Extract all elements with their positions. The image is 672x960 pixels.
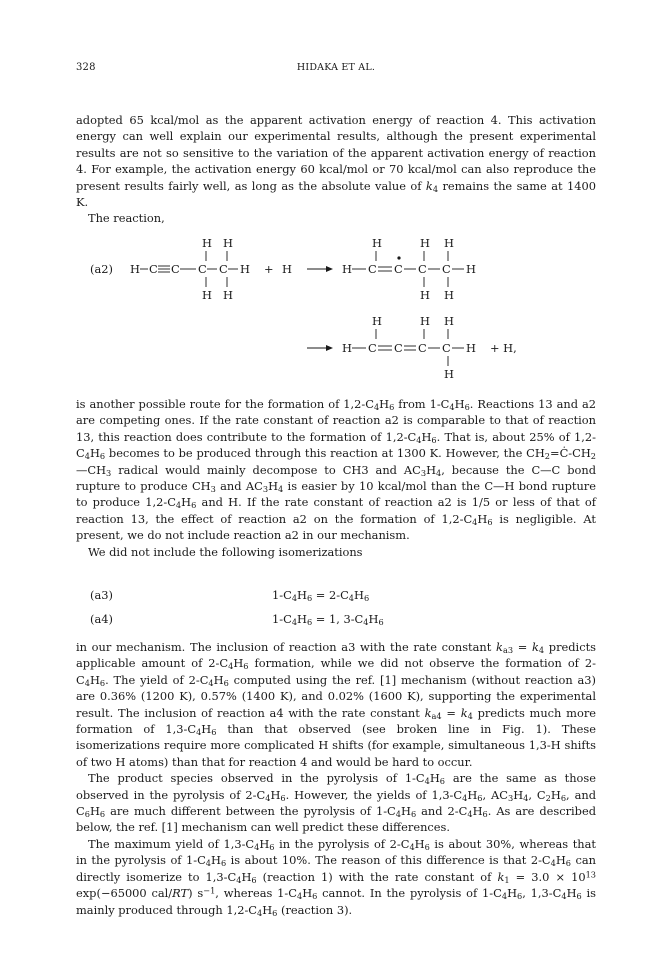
text-span: H: [429, 771, 440, 786]
subscript: 6: [99, 677, 106, 688]
text-span: . The yield of 2-C: [105, 672, 209, 687]
text-span: H: [467, 787, 478, 802]
subscript: 6: [410, 809, 417, 820]
text-span: [130, 236, 517, 381]
subscript: 4: [409, 841, 415, 852]
subscript: 4: [467, 809, 473, 820]
text-span: (reaction 3).: [277, 902, 353, 917]
text-span: H: [297, 612, 307, 626]
struct-h: H: [130, 262, 140, 276]
running-title: HIDAKA ET AL.: [296, 62, 376, 73]
subscript: 4: [363, 617, 369, 628]
subscript: 4: [236, 874, 242, 885]
subscript: 3: [420, 467, 427, 478]
text-span: is easier by 10 kcal/mol than the C—H bond rupture to produce 1,2-C: [76, 479, 596, 510]
subscript: 6: [576, 891, 582, 902]
text-span: H: [566, 886, 577, 901]
subscript: 6: [99, 809, 106, 820]
struct-plus: +: [264, 262, 274, 276]
subscript: 6: [220, 858, 227, 869]
text-span: radical would mainly decompose to CH3 and AC: [111, 462, 421, 477]
subscript: 4: [254, 841, 260, 852]
subscript: 6: [191, 500, 197, 511]
text-span: H: [550, 787, 561, 802]
subscript: 4: [424, 776, 430, 787]
text-span: = 1, 3-C: [312, 612, 364, 626]
text-span: H: [241, 869, 252, 884]
struct-h: H: [466, 262, 476, 276]
subscript: 6: [243, 661, 249, 672]
struct-h: H: [444, 288, 454, 302]
subscript: 6: [487, 516, 493, 527]
struct-h: H: [202, 236, 212, 250]
struct-c: C: [198, 262, 207, 276]
struct-h: H: [223, 288, 233, 302]
subscript: 4: [467, 710, 473, 721]
subscript: 1: [504, 874, 510, 885]
subscript: 6: [389, 402, 395, 413]
text-span: H: [421, 429, 432, 444]
subscript: 4: [84, 677, 90, 688]
text-span: H: [89, 672, 100, 687]
text-span: and 2-C: [416, 804, 468, 819]
struct-h: H: [240, 262, 250, 276]
struct-h: H: [223, 236, 233, 250]
subscript: 6: [439, 776, 446, 787]
text-span: H: [259, 836, 270, 851]
text-span: . Reactions 13 and a2 are competing ones. If the rate constant of reaction a2 is comparable to that of reaction 13, this reaction does contribute to the formation of 1,2-C: [76, 397, 596, 444]
text-span: is about 30%, whereas that in the pyrolysis of 1-C: [76, 836, 596, 868]
text-span: is about 10%. The reason of this difference is that 2-C: [226, 853, 551, 868]
struct-c: C: [368, 262, 377, 276]
text-span: H: [472, 804, 483, 819]
text-span: predicts applicable amount of 2-C: [76, 640, 597, 671]
struct-h: H: [282, 262, 292, 276]
subscript: 4: [175, 500, 182, 511]
text-span: . That is, about 25% of 1,2-C: [76, 429, 596, 461]
subscript: 6: [84, 809, 90, 820]
subscript: 6: [306, 593, 313, 604]
text-span: formation, while we did not observe the formation of 2-C: [76, 656, 596, 687]
text-span: computed using the ref. [1] mechanism (without reaction a3) are 0.36% (1200 K), 0.57% (1400 K), and 0.02% (1600 K), supporting the experimental result. The inclusion of reaction a4 with the rate constant: [76, 672, 596, 720]
text-span: than that observed (see broken line in Fig. 1). These isomerizations require more complicated H shifts (for example, simultaneous 1,3-H shifts of two H atoms) than that for reaction 4 and would be hard to occur.: [76, 722, 596, 769]
eq-a3: [272, 588, 369, 602]
subscript: 4: [348, 593, 355, 604]
paragraph-7: [76, 836, 596, 918]
text-span: remains the same at 1400 K.: [76, 178, 596, 210]
struct-h: H: [420, 288, 430, 302]
text-span: H: [213, 672, 224, 687]
italic-symbol: RT: [172, 886, 189, 901]
subscript: 6: [378, 617, 384, 628]
italic-symbol: k: [424, 705, 432, 720]
text-span: (reaction 1) with the rate constant of: [256, 869, 498, 884]
text-span: , C: [528, 787, 546, 802]
subscript: 4: [296, 891, 303, 902]
text-span: H: [354, 588, 364, 602]
subscript: 6: [517, 891, 523, 902]
text-span: H: [211, 853, 221, 868]
subscript: 4: [395, 809, 401, 820]
text-span: H: [507, 886, 518, 901]
struct-h: H: [466, 341, 476, 355]
text-span: = 2-C: [312, 588, 349, 602]
subscript: 3: [262, 484, 269, 495]
paragraph-5-7: [76, 639, 596, 918]
struct-c: C: [418, 262, 427, 276]
superscript: 13: [585, 869, 596, 879]
text-span: H: [454, 397, 465, 411]
text-span: The product species observed in the pyrolysis of 1-C: [88, 771, 425, 786]
struct-h: H: [342, 341, 352, 355]
struct-h: H: [372, 236, 382, 250]
subscript: 6: [211, 727, 217, 738]
struct-c: C: [394, 262, 403, 276]
text-span: =: [441, 705, 461, 720]
struct-c: C: [442, 262, 451, 276]
italic-symbol: k: [425, 178, 433, 193]
superscript: −1: [203, 885, 216, 896]
eq-a4-label: (a4): [90, 612, 113, 626]
page-number: 328: [76, 62, 96, 73]
text-span: 1-C: [272, 588, 292, 602]
struct-c: C: [394, 341, 403, 355]
text-span: H: [302, 886, 313, 901]
text-span: are the same as those observed in the pyrolysis of 2-C: [76, 771, 596, 802]
text-span: H: [89, 804, 100, 819]
subscript: 6: [431, 434, 437, 445]
subscript: 6: [223, 677, 229, 688]
subscript: a3: [502, 645, 514, 656]
italic-symbol: k: [497, 869, 505, 884]
text-span: H: [513, 787, 524, 802]
text-span: H: [233, 656, 244, 671]
subscript: 2: [590, 451, 596, 462]
subscript: 6: [312, 891, 318, 902]
text-span: =: [550, 446, 560, 461]
struct-h: H: [420, 314, 430, 328]
subscript: 4: [278, 484, 284, 495]
text-span: H: [426, 462, 436, 477]
eq-a4: [272, 612, 384, 626]
struct-c: C: [442, 341, 451, 355]
subscript: 6: [424, 841, 430, 852]
eq-a3-label: (a3): [90, 588, 113, 602]
text-span: H: [401, 804, 411, 819]
subscript: 4: [436, 467, 442, 478]
text-span: H: [268, 479, 278, 494]
text-span: [326, 345, 333, 351]
subscript: 6: [464, 402, 470, 413]
text-span: . As are described below, the ref. [1] mechanism can well predict these differences.: [76, 804, 596, 835]
struct-h: H: [444, 367, 454, 381]
text-span: can directly isomerize to 1,3-C: [76, 853, 596, 884]
subscript: 3: [508, 792, 514, 803]
struct-h: H: [420, 236, 430, 250]
text-span: 1-C: [272, 612, 292, 626]
text-span: , whereas 1-C: [215, 886, 297, 901]
struct-h: H: [444, 314, 454, 328]
subscript: 6: [280, 792, 286, 803]
subscript: 6: [477, 792, 483, 803]
text-span: H: [379, 397, 390, 411]
italic-symbol: k: [531, 640, 539, 654]
text-span: exp(−65000 cal/: [76, 886, 173, 901]
subscript: 4: [449, 402, 455, 413]
struct-plus-h: + H,: [490, 341, 517, 355]
struct-c: C: [368, 341, 377, 355]
paragraph-6: [76, 770, 596, 836]
paragraph-2-intro: The reaction,: [88, 211, 165, 226]
struct-h: H: [444, 236, 454, 250]
text-span: H: [201, 722, 212, 737]
subscript: 4: [291, 593, 298, 604]
text-span: =: [513, 640, 532, 654]
subscript: 3: [106, 467, 112, 478]
text-span: adopted 65 kcal/mol as the apparent activation energy of reaction 4. This activation energy can well explain our experimental results, although the present experimental results are not so sensitive to the variation of the apparent activation energy of reaction 4. For example, the activation energy 60 kcal/mol or 70 kcal/mol can also reproduce the present results fairly well, as long as the absolute value of: [76, 113, 596, 193]
subscript: 4: [205, 858, 212, 869]
text-span: H: [262, 902, 273, 917]
text-span: in the pyrolysis of 2-C: [274, 836, 410, 851]
text-span: Ċ-CH: [559, 446, 591, 461]
text-span: in our mechanism. The inclusion of reaction a3 with the rate constant: [76, 640, 497, 654]
subscript: 6: [251, 874, 257, 885]
italic-symbol: k: [496, 640, 503, 654]
text-span: from 1-C: [394, 397, 450, 411]
text-span: . However, the yields of 1,3-C: [285, 787, 463, 802]
text-span: is negligible. At present, we do not include reaction a2 in our mechanism.: [76, 511, 596, 543]
text-span: [76, 396, 596, 544]
subscript: 4: [291, 617, 298, 628]
subscript: 4: [432, 183, 439, 194]
subscript: 4: [257, 907, 263, 918]
text-span: , AC: [482, 787, 509, 802]
paragraph-4: We did not include the following isomerizations: [88, 544, 363, 559]
text-span: H: [555, 853, 566, 868]
paragraph-5: [76, 639, 596, 770]
subscript: 6: [363, 593, 370, 604]
text-span: , 1,3-C: [522, 886, 562, 901]
text-span: H: [297, 588, 307, 602]
subscript: 6: [482, 809, 488, 820]
subscript: a4: [431, 710, 442, 721]
text-span: predicts much more formation of 1,3-C: [76, 705, 597, 737]
subscript: 4: [501, 891, 508, 902]
subscript: 4: [84, 451, 90, 462]
text-span: becomes to be produced through this reaction at 1300 K. However, the CH: [105, 446, 545, 461]
text-span: The maximum yield of 1,3-C: [88, 836, 255, 851]
text-span: H: [414, 836, 425, 851]
subscript: 4: [208, 677, 214, 688]
text-span: —CH: [76, 462, 107, 477]
reaction-a2-diagram: [0, 225, 672, 395]
subscript: 4: [561, 891, 567, 902]
text-span: , because the C—C bond rupture to produce CH: [76, 462, 596, 494]
text-span: H: [181, 495, 192, 510]
subscript: 6: [272, 907, 278, 918]
struct-h: H: [372, 314, 382, 328]
subscript: 4: [265, 792, 271, 803]
paragraph-1: [76, 112, 596, 227]
subscript: 6: [565, 858, 572, 869]
text-span: ) s: [188, 886, 204, 901]
text-span: is another possible route for the formation of 1,2-C: [76, 397, 374, 411]
text-span: [76, 112, 596, 210]
subscript: 2: [545, 792, 551, 803]
subscript: 6: [560, 792, 567, 803]
text-span: H: [270, 787, 281, 802]
subscript: 4: [550, 858, 556, 869]
subscript: 4: [228, 661, 234, 672]
subscript: 3: [210, 484, 216, 495]
text-span: H: [89, 446, 100, 461]
text-span: is mainly produced through 1,2-C: [76, 886, 597, 917]
reaction-a2-label: (a2): [90, 262, 113, 276]
text-span: = 3.0 × 10: [509, 869, 586, 884]
italic-symbol: k: [460, 705, 468, 720]
subscript: 4: [373, 402, 380, 413]
text-span: are much different between the pyrolysis of 1-C: [105, 804, 396, 819]
text-span: H: [477, 511, 488, 526]
subscript: 4: [462, 792, 468, 803]
subscript: 4: [196, 727, 202, 738]
subscript: 4: [523, 792, 529, 803]
text-span: [326, 266, 333, 272]
paragraph-3: [76, 396, 596, 560]
struct-c: C: [219, 262, 228, 276]
subscript: 6: [306, 617, 313, 628]
text-span: and H. If the rate constant of reaction a2 is 1/5 or less of that of reaction 13, the effect of reaction a2 on the formation of 1,2-C: [76, 495, 597, 526]
text-span: cannot. In the pyrolysis of 1-C: [317, 886, 502, 901]
struct-c: C: [171, 262, 180, 276]
subscript: 6: [269, 841, 275, 852]
struct-h: H: [342, 262, 352, 276]
subscript: 4: [538, 645, 545, 656]
subscript: 2: [544, 451, 551, 462]
struct-c: C: [418, 341, 427, 355]
text-span: , and C: [76, 787, 596, 819]
subscript: 6: [99, 451, 106, 462]
subscript: 4: [472, 516, 478, 527]
text-span: and AC: [215, 479, 263, 494]
struct-h: H: [202, 288, 212, 302]
text-span: H: [368, 612, 379, 626]
struct-c: C: [149, 262, 158, 276]
subscript: 4: [416, 434, 422, 445]
text-span: [397, 256, 400, 259]
